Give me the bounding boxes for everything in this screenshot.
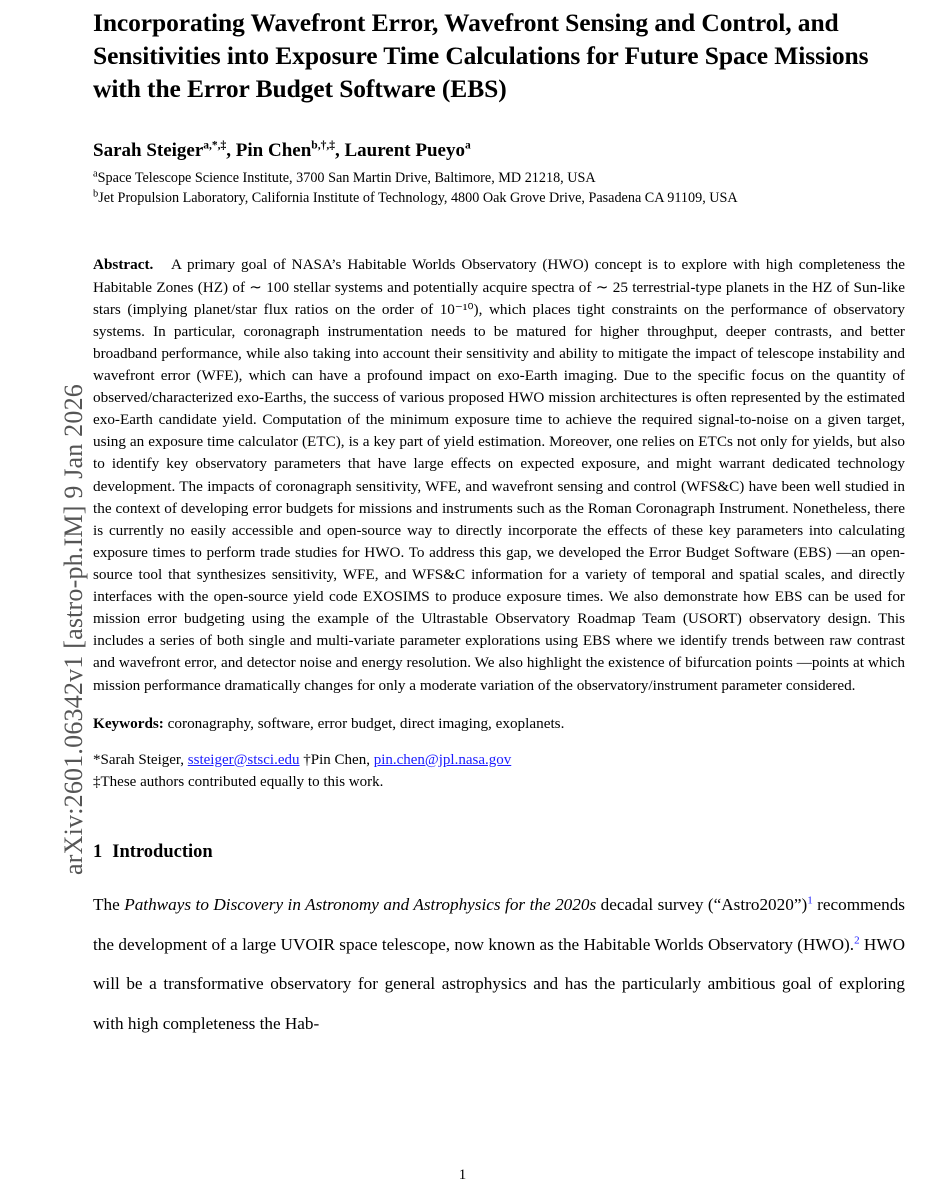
section-title: Introduction [112,842,213,863]
corresponding-author-star: *Sarah Steiger, [93,751,185,768]
intro-text-part2: decadal survey (“Astro2020”) [596,895,808,915]
page-number: 1 [458,1167,467,1183]
corresponding-author-dagger: †Pin Chen, [303,751,370,768]
paper-page [93,0,905,1200]
abstract [93,254,905,696]
email-link-pinchen[interactable]: pin.chen@jpl.nasa.gov [373,751,512,768]
section-number: 1 [93,842,103,863]
page-title: Incorporating Wavefront Error, Wavefront Sensing and Control, and Sensitivities into Exposure Time Calculations for Future Space Missions with the Error Budget Software (EBS) [93,8,869,104]
keywords [93,713,905,735]
intro-text-part4: HWO will be a transformative observatory for general astrophysics and has the particularly ambitious goal of exploring with high completeness the Hab- [93,934,905,1033]
keywords-label: Keywords: [93,714,164,732]
citation-ref-2[interactable]: 2 [854,933,860,946]
abstract-text: A primary goal of NASA’s Habitable Worlds Observatory (HWO) concept is to explore with high completeness the Habitable Zones (HZ) of ∼ 100 stellar systems and potentially acquire spectra of ∼ 25 terrestrial-type planets in the HZ of Sun-like stars (implying planet/star flux ratios on the order of 10⁻¹⁰), which places tight constraints on the performance of observatory systems. In particular, coronagraph instrumentation needs to be matured for higher throughput, deeper contrasts, and better broadband performance, while also taking into account their sensitivity and ability to mitigate the impact of telescope instability and wavefront error (WFE), which can have a profound impact on exo-Earth imaging. Due to the specific focus on the quantity of observed/characterized exo-Earths, the success of various proposed HWO mission architectures is often represented by the estimated exo-Earth candidate yield. Computation of the minimum exposure time to achieve the required signal-to-noise on a given target, using an exposure time calculator (ETC), is a key part of yield estimation. Moreover, one relies on ETCs not only for yields, but also to identify key observatory parameters that have large effects on expected exposure, and might warrant dedicated technology development. The impacts of coronagraph sensitivity, WFE, and wavefront sensing and control (WFS&C) have been well studied in the context of developing error budgets for missions and instruments such as the Roman Coronagraph Instrument. Nonetheless, there is currently no easily accessible and open-source way to directly incorporate the effects of these key parameters into calculating exposure times to perform trade studies for HWO. To address this gap, we developed the Error Budget Software (EBS) —an open-source tool that synthesizes sensitivity, WFE, and WFS&C information for a variety of temporal and spatial scales, and directly interfaces with the open-source yield code EXOSIMS to produce exposure times. We also demonstrate how EBS can be used for mission error budgeting using the example of the Ultrastable Observatory Roadmap Team (USORT) observatory design. This includes a series of both single and multi-variate parameter explorations using EBS where we identify trends between raw contrast and wavefront error, and detector noise and energy resolution. We also highlight the existence of bifurcation points —points at which mission performance dramatically changes for only a moderate variation of the observatory/instrument parameter considered. [93,256,906,694]
affiliation-b-text: Jet Propulsion Laboratory, California Institute of Technology, 4800 Oak Grove Drive, Pasadena CA 91109, USA [98,190,738,207]
keywords-text: coronagraphy, software, error budget, direct imaging, exoplanets. [167,714,565,732]
affiliation-b-marker: b [93,188,99,200]
abstract-label: Abstract. [93,256,154,274]
intro-text-part1: The [93,895,125,915]
decadal-survey-title: Pathways to Discovery in Astronomy and Astrophysics for the 2020s [124,895,597,915]
author-list: Sarah Steiger$^{a,*,\ddagger}$, Pin Chen$^{b,\dagger,\ddagger}$, Laurent Pueyo$^a$ [93,140,471,162]
introduction-paragraph [93,885,905,1043]
affiliation-b [93,188,905,208]
arxiv-stamp: arXiv:2601.06342v1 [astro-ph.IM] 9 Jan 2026 [59,384,88,875]
email-link-ssteiger[interactable]: ssteiger@stsci.edu [187,751,300,768]
citation-ref-1[interactable]: 1 [807,894,813,907]
intro-text-part3: recommends the development of a large UVOIR space telescope, now known as the Habitable Worlds Observatory (HWO). [93,895,905,954]
equal-contribution-note: ‡These authors contributed equally to this work. [93,774,384,791]
affiliation-a-marker: a [93,168,98,180]
correspondence-block [93,750,905,795]
affiliation-a-text: Space Telescope Science Institute, 3700 San Martin Drive, Baltimore, MD 21218, USA [97,170,596,187]
affiliation-a [93,168,905,188]
section-heading-introduction [93,842,905,863]
